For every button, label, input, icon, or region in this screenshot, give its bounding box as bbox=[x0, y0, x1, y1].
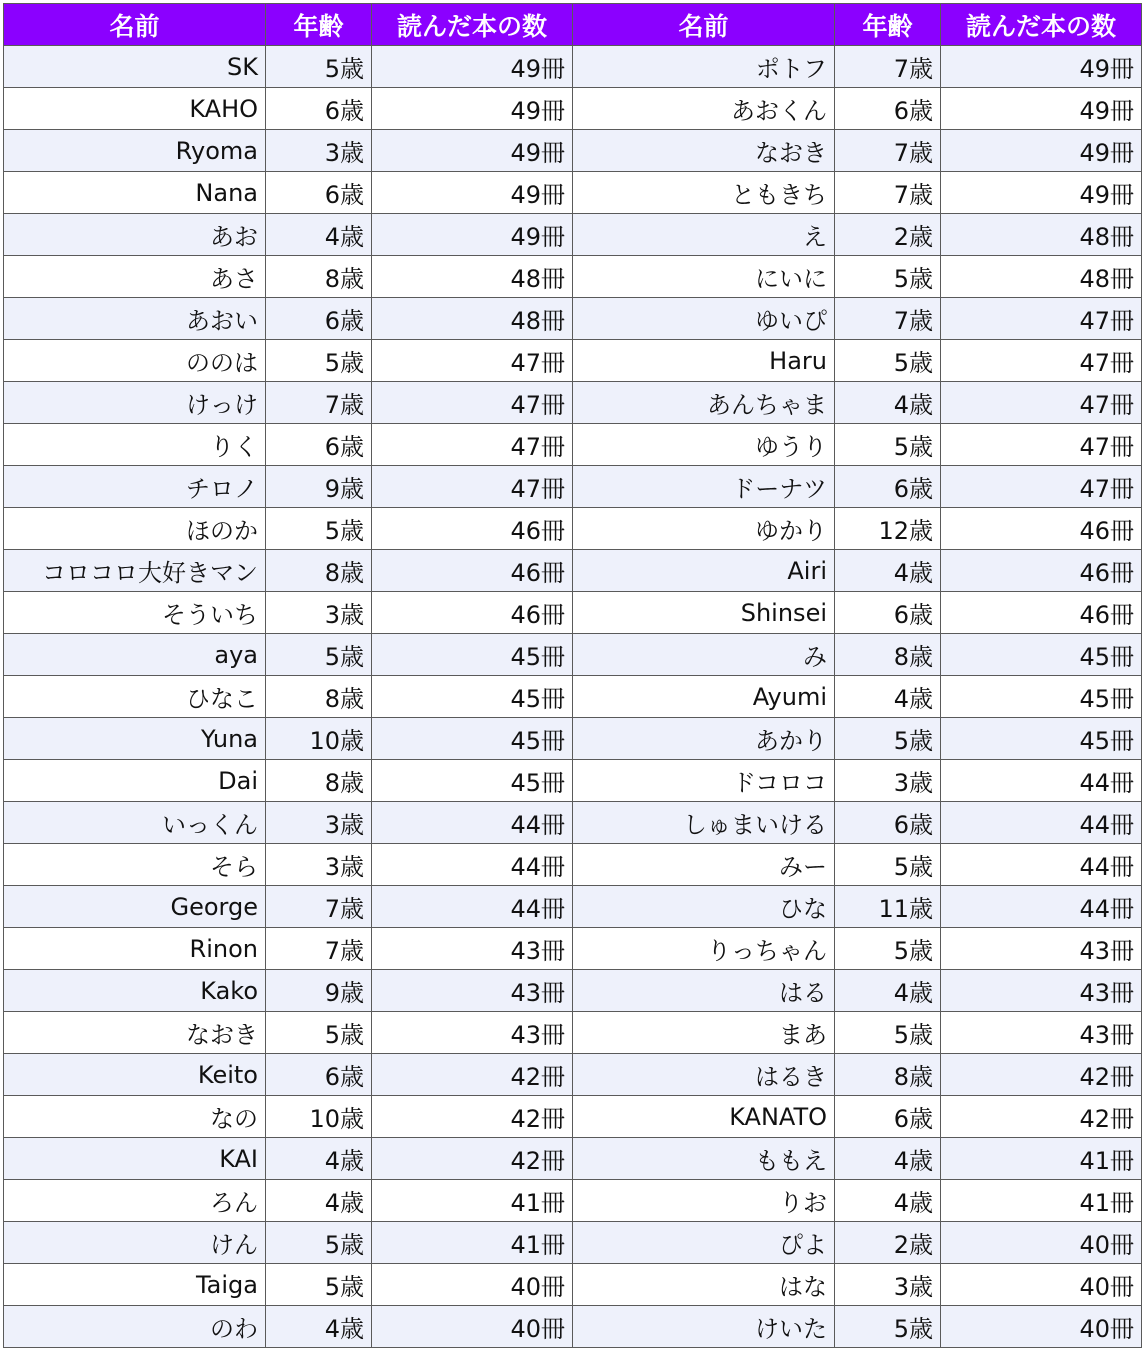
cell-books-left: 42冊 bbox=[372, 1138, 573, 1180]
cell-name-right: なおき bbox=[573, 130, 835, 172]
cell-books-right: 49冊 bbox=[941, 130, 1142, 172]
cell-books-left: 49冊 bbox=[372, 46, 573, 88]
cell-age-left: 7歳 bbox=[266, 382, 372, 424]
cell-age-right: 4歳 bbox=[835, 1180, 941, 1222]
cell-age-left: 8歳 bbox=[266, 760, 372, 802]
cell-books-right: 41冊 bbox=[941, 1138, 1142, 1180]
table-row bbox=[4, 298, 1142, 340]
cell-name-left: ひなこ bbox=[4, 676, 266, 718]
cell-books-right: 47冊 bbox=[941, 298, 1142, 340]
cell-name-right: Shinsei bbox=[573, 592, 835, 634]
table-row bbox=[4, 718, 1142, 760]
cell-books-left: 47冊 bbox=[372, 424, 573, 466]
cell-books-right: 48冊 bbox=[941, 256, 1142, 298]
cell-age-right: 2歳 bbox=[835, 214, 941, 256]
cell-name-right: ともきち bbox=[573, 172, 835, 214]
cell-age-right: 7歳 bbox=[835, 130, 941, 172]
cell-name-right: ドーナツ bbox=[573, 466, 835, 508]
header-name-right: 名前 bbox=[573, 4, 835, 46]
cell-name-right: はる bbox=[573, 970, 835, 1012]
cell-books-left: 40冊 bbox=[372, 1264, 573, 1306]
table-row bbox=[4, 1222, 1142, 1264]
cell-age-left: 3歳 bbox=[266, 592, 372, 634]
cell-name-left: ろん bbox=[4, 1180, 266, 1222]
cell-name-left: コロコロ大好きマン bbox=[4, 550, 266, 592]
cell-name-right: ももえ bbox=[573, 1138, 835, 1180]
cell-age-left: 5歳 bbox=[266, 1222, 372, 1264]
cell-books-left: 43冊 bbox=[372, 970, 573, 1012]
header-books-left: 読んだ本の数 bbox=[372, 4, 573, 46]
reading-ranking-table-container bbox=[3, 3, 1142, 1348]
cell-age-left: 10歳 bbox=[266, 718, 372, 760]
header-name-left: 名前 bbox=[4, 4, 266, 46]
cell-age-left: 4歳 bbox=[266, 1180, 372, 1222]
cell-books-left: 48冊 bbox=[372, 298, 573, 340]
cell-name-right: ポトフ bbox=[573, 46, 835, 88]
cell-books-left: 49冊 bbox=[372, 130, 573, 172]
cell-books-left: 42冊 bbox=[372, 1096, 573, 1138]
cell-books-right: 49冊 bbox=[941, 88, 1142, 130]
cell-books-right: 42冊 bbox=[941, 1054, 1142, 1096]
cell-books-right: 43冊 bbox=[941, 928, 1142, 970]
cell-name-left: いっくん bbox=[4, 802, 266, 844]
cell-age-left: 4歳 bbox=[266, 214, 372, 256]
cell-books-left: 48冊 bbox=[372, 256, 573, 298]
cell-name-left: George bbox=[4, 886, 266, 928]
table-row bbox=[4, 886, 1142, 928]
table-row bbox=[4, 1180, 1142, 1222]
cell-age-left: 3歳 bbox=[266, 130, 372, 172]
header-age-right: 年齢 bbox=[835, 4, 941, 46]
cell-name-right: はるき bbox=[573, 1054, 835, 1096]
cell-age-left: 5歳 bbox=[266, 1012, 372, 1054]
cell-age-right: 4歳 bbox=[835, 676, 941, 718]
cell-age-right: 11歳 bbox=[835, 886, 941, 928]
cell-books-right: 49冊 bbox=[941, 46, 1142, 88]
cell-books-left: 49冊 bbox=[372, 214, 573, 256]
cell-age-right: 2歳 bbox=[835, 1222, 941, 1264]
cell-name-left: KAHO bbox=[4, 88, 266, 130]
table-row bbox=[4, 508, 1142, 550]
cell-books-left: 44冊 bbox=[372, 802, 573, 844]
cell-name-right: みー bbox=[573, 844, 835, 886]
cell-age-left: 8歳 bbox=[266, 676, 372, 718]
cell-books-left: 41冊 bbox=[372, 1222, 573, 1264]
cell-books-left: 47冊 bbox=[372, 340, 573, 382]
header-books-right: 読んだ本の数 bbox=[941, 4, 1142, 46]
cell-name-right: あかり bbox=[573, 718, 835, 760]
cell-age-right: 3歳 bbox=[835, 1264, 941, 1306]
cell-age-right: 7歳 bbox=[835, 298, 941, 340]
cell-age-left: 7歳 bbox=[266, 928, 372, 970]
cell-age-right: 5歳 bbox=[835, 1012, 941, 1054]
cell-age-right: 7歳 bbox=[835, 172, 941, 214]
cell-name-right: Airi bbox=[573, 550, 835, 592]
cell-name-right: ぴよ bbox=[573, 1222, 835, 1264]
cell-name-right: Haru bbox=[573, 340, 835, 382]
cell-age-left: 5歳 bbox=[266, 46, 372, 88]
cell-age-left: 4歳 bbox=[266, 1138, 372, 1180]
cell-age-left: 9歳 bbox=[266, 970, 372, 1012]
cell-name-left: あお bbox=[4, 214, 266, 256]
cell-books-left: 44冊 bbox=[372, 844, 573, 886]
table-row bbox=[4, 214, 1142, 256]
cell-books-left: 45冊 bbox=[372, 676, 573, 718]
table-row bbox=[4, 676, 1142, 718]
cell-name-right: あんちゃま bbox=[573, 382, 835, 424]
cell-books-right: 45冊 bbox=[941, 718, 1142, 760]
cell-age-right: 5歳 bbox=[835, 340, 941, 382]
cell-books-right: 45冊 bbox=[941, 634, 1142, 676]
table-row bbox=[4, 1012, 1142, 1054]
table-row bbox=[4, 256, 1142, 298]
cell-age-right: 8歳 bbox=[835, 1054, 941, 1096]
table-row bbox=[4, 88, 1142, 130]
cell-name-left: Kako bbox=[4, 970, 266, 1012]
cell-books-right: 43冊 bbox=[941, 1012, 1142, 1054]
cell-books-right: 49冊 bbox=[941, 172, 1142, 214]
cell-age-left: 6歳 bbox=[266, 172, 372, 214]
cell-age-left: 3歳 bbox=[266, 844, 372, 886]
cell-age-right: 8歳 bbox=[835, 634, 941, 676]
cell-books-left: 49冊 bbox=[372, 88, 573, 130]
table-row bbox=[4, 928, 1142, 970]
cell-books-left: 46冊 bbox=[372, 508, 573, 550]
cell-age-right: 5歳 bbox=[835, 256, 941, 298]
cell-name-right: ゆうり bbox=[573, 424, 835, 466]
cell-age-right: 5歳 bbox=[835, 718, 941, 760]
table-row bbox=[4, 970, 1142, 1012]
cell-age-left: 6歳 bbox=[266, 88, 372, 130]
cell-books-right: 43冊 bbox=[941, 970, 1142, 1012]
table-row bbox=[4, 130, 1142, 172]
cell-age-right: 3歳 bbox=[835, 760, 941, 802]
cell-age-right: 4歳 bbox=[835, 970, 941, 1012]
cell-age-right: 6歳 bbox=[835, 466, 941, 508]
cell-age-left: 6歳 bbox=[266, 1054, 372, 1096]
cell-name-right: ゆいぴ bbox=[573, 298, 835, 340]
cell-name-left: あさ bbox=[4, 256, 266, 298]
cell-books-left: 46冊 bbox=[372, 592, 573, 634]
cell-name-left: けん bbox=[4, 1222, 266, 1264]
cell-name-right: ひな bbox=[573, 886, 835, 928]
cell-books-right: 47冊 bbox=[941, 424, 1142, 466]
cell-name-right: りお bbox=[573, 1180, 835, 1222]
cell-name-left: そら bbox=[4, 844, 266, 886]
cell-name-right: KANATO bbox=[573, 1096, 835, 1138]
cell-name-left: のわ bbox=[4, 1306, 266, 1348]
cell-name-left: あおい bbox=[4, 298, 266, 340]
reading-ranking-table bbox=[3, 3, 1142, 1348]
cell-age-left: 5歳 bbox=[266, 634, 372, 676]
cell-age-left: 10歳 bbox=[266, 1096, 372, 1138]
table-row bbox=[4, 46, 1142, 88]
cell-age-right: 6歳 bbox=[835, 1096, 941, 1138]
table-row bbox=[4, 550, 1142, 592]
cell-name-right: ゆかり bbox=[573, 508, 835, 550]
cell-books-right: 44冊 bbox=[941, 886, 1142, 928]
table-row bbox=[4, 592, 1142, 634]
cell-age-left: 5歳 bbox=[266, 340, 372, 382]
cell-age-right: 7歳 bbox=[835, 46, 941, 88]
cell-books-left: 45冊 bbox=[372, 718, 573, 760]
cell-name-left: Keito bbox=[4, 1054, 266, 1096]
table-row bbox=[4, 802, 1142, 844]
table-row bbox=[4, 634, 1142, 676]
cell-name-left: SK bbox=[4, 46, 266, 88]
cell-name-right: りっちゃん bbox=[573, 928, 835, 970]
cell-age-left: 3歳 bbox=[266, 802, 372, 844]
cell-books-left: 44冊 bbox=[372, 886, 573, 928]
cell-name-left: そういち bbox=[4, 592, 266, 634]
cell-name-left: ほのか bbox=[4, 508, 266, 550]
cell-age-right: 5歳 bbox=[835, 424, 941, 466]
cell-name-right: にいに bbox=[573, 256, 835, 298]
cell-books-right: 45冊 bbox=[941, 676, 1142, 718]
cell-name-right: み bbox=[573, 634, 835, 676]
cell-age-right: 6歳 bbox=[835, 802, 941, 844]
cell-books-right: 47冊 bbox=[941, 382, 1142, 424]
cell-books-left: 41冊 bbox=[372, 1180, 573, 1222]
cell-books-left: 42冊 bbox=[372, 1054, 573, 1096]
cell-books-right: 40冊 bbox=[941, 1306, 1142, 1348]
table-row bbox=[4, 466, 1142, 508]
cell-books-right: 44冊 bbox=[941, 844, 1142, 886]
cell-name-left: Rinon bbox=[4, 928, 266, 970]
cell-books-right: 40冊 bbox=[941, 1264, 1142, 1306]
cell-name-right: はな bbox=[573, 1264, 835, 1306]
cell-age-right: 6歳 bbox=[835, 592, 941, 634]
cell-books-right: 46冊 bbox=[941, 550, 1142, 592]
cell-books-right: 40冊 bbox=[941, 1222, 1142, 1264]
cell-books-right: 46冊 bbox=[941, 592, 1142, 634]
cell-name-left: Yuna bbox=[4, 718, 266, 760]
cell-books-left: 47冊 bbox=[372, 382, 573, 424]
cell-age-left: 9歳 bbox=[266, 466, 372, 508]
table-header bbox=[4, 4, 1142, 46]
table-row bbox=[4, 1264, 1142, 1306]
cell-books-left: 47冊 bbox=[372, 466, 573, 508]
cell-name-left: なの bbox=[4, 1096, 266, 1138]
cell-name-right: けいた bbox=[573, 1306, 835, 1348]
header-row bbox=[4, 4, 1142, 46]
cell-age-right: 6歳 bbox=[835, 88, 941, 130]
cell-name-left: KAI bbox=[4, 1138, 266, 1180]
cell-age-left: 8歳 bbox=[266, 550, 372, 592]
cell-books-left: 43冊 bbox=[372, 1012, 573, 1054]
cell-books-right: 47冊 bbox=[941, 466, 1142, 508]
cell-age-left: 6歳 bbox=[266, 298, 372, 340]
cell-age-right: 4歳 bbox=[835, 1138, 941, 1180]
cell-books-left: 45冊 bbox=[372, 634, 573, 676]
cell-age-left: 7歳 bbox=[266, 886, 372, 928]
table-row bbox=[4, 340, 1142, 382]
cell-name-left: なおき bbox=[4, 1012, 266, 1054]
cell-books-left: 40冊 bbox=[372, 1306, 573, 1348]
cell-books-right: 44冊 bbox=[941, 760, 1142, 802]
table-row bbox=[4, 1138, 1142, 1180]
cell-age-right: 5歳 bbox=[835, 1306, 941, 1348]
cell-books-right: 41冊 bbox=[941, 1180, 1142, 1222]
table-row bbox=[4, 844, 1142, 886]
cell-name-left: Ryoma bbox=[4, 130, 266, 172]
cell-name-left: ののは bbox=[4, 340, 266, 382]
cell-age-right: 4歳 bbox=[835, 382, 941, 424]
table-row bbox=[4, 1054, 1142, 1096]
cell-age-right: 4歳 bbox=[835, 550, 941, 592]
cell-name-left: けっけ bbox=[4, 382, 266, 424]
cell-name-right: あおくん bbox=[573, 88, 835, 130]
table-row bbox=[4, 424, 1142, 466]
cell-name-right: Ayumi bbox=[573, 676, 835, 718]
cell-age-left: 5歳 bbox=[266, 508, 372, 550]
cell-name-right: ドコロコ bbox=[573, 760, 835, 802]
cell-name-right: まあ bbox=[573, 1012, 835, 1054]
cell-age-right: 12歳 bbox=[835, 508, 941, 550]
cell-books-right: 42冊 bbox=[941, 1096, 1142, 1138]
cell-books-left: 45冊 bbox=[372, 760, 573, 802]
cell-books-left: 43冊 bbox=[372, 928, 573, 970]
cell-age-left: 5歳 bbox=[266, 1264, 372, 1306]
table-row bbox=[4, 1306, 1142, 1348]
cell-books-right: 48冊 bbox=[941, 214, 1142, 256]
cell-books-left: 49冊 bbox=[372, 172, 573, 214]
cell-name-left: Dai bbox=[4, 760, 266, 802]
cell-name-right: え bbox=[573, 214, 835, 256]
cell-age-left: 4歳 bbox=[266, 1306, 372, 1348]
cell-age-right: 5歳 bbox=[835, 844, 941, 886]
cell-books-right: 46冊 bbox=[941, 508, 1142, 550]
cell-name-left: aya bbox=[4, 634, 266, 676]
table-row bbox=[4, 760, 1142, 802]
table-row bbox=[4, 1096, 1142, 1138]
cell-name-left: りく bbox=[4, 424, 266, 466]
cell-name-left: チロノ bbox=[4, 466, 266, 508]
table-row bbox=[4, 172, 1142, 214]
cell-books-right: 47冊 bbox=[941, 340, 1142, 382]
cell-name-left: Nana bbox=[4, 172, 266, 214]
cell-age-right: 5歳 bbox=[835, 928, 941, 970]
cell-books-left: 46冊 bbox=[372, 550, 573, 592]
header-age-left: 年齢 bbox=[266, 4, 372, 46]
cell-books-right: 44冊 bbox=[941, 802, 1142, 844]
table-row bbox=[4, 382, 1142, 424]
cell-name-left: Taiga bbox=[4, 1264, 266, 1306]
cell-age-left: 8歳 bbox=[266, 256, 372, 298]
table-body bbox=[4, 46, 1142, 1348]
cell-name-right: しゅまいける bbox=[573, 802, 835, 844]
cell-age-left: 6歳 bbox=[266, 424, 372, 466]
